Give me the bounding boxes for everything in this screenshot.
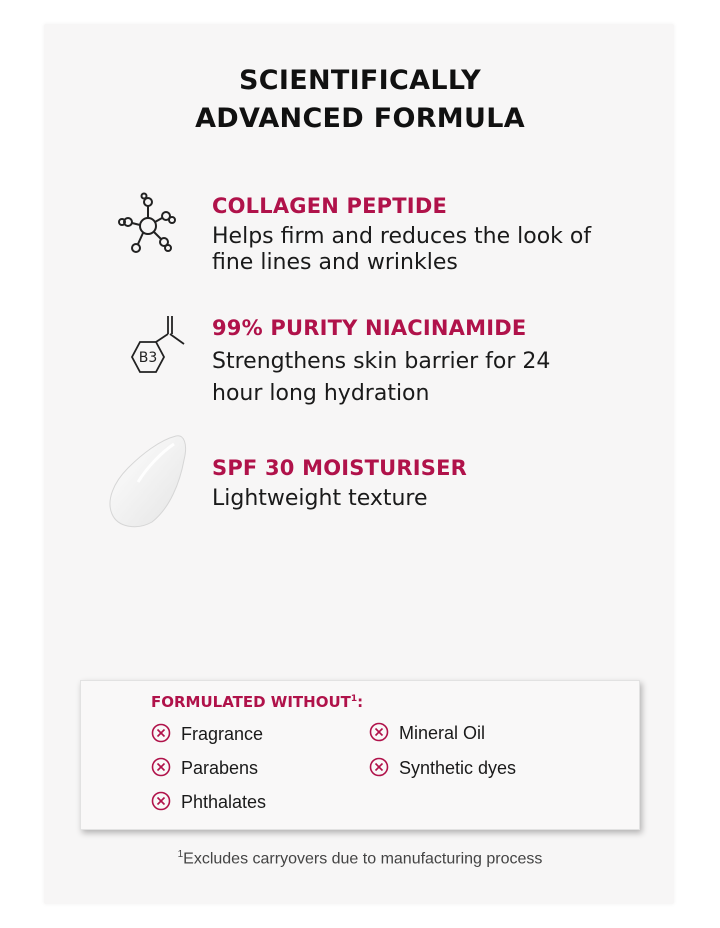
footnote [0, 849, 720, 868]
feature-title: SPF 30 MOISTURISER [212, 456, 467, 480]
feature-description-line-1: Helps firm and reduces the look of [212, 224, 592, 249]
feature-description [212, 224, 632, 276]
headline-line-1: SCIENTIFICALLY [239, 65, 481, 96]
footnote-marker: 1 [350, 694, 358, 704]
formulated-without-heading [151, 693, 363, 711]
excluded-item-label: Mineral Oil [399, 723, 486, 743]
feature-title: 99% PURITY NIACINAMIDE [212, 316, 527, 340]
crossed-circle-icon [151, 791, 171, 811]
feature-description-line-1: Strengthens skin barrier for 24 [212, 349, 551, 374]
icon-label: B3 [138, 350, 158, 366]
excluded-item-label: Fragrance [181, 724, 264, 744]
feature-description-line-2: fine lines and wrinkles [212, 250, 458, 275]
crossed-circle-icon [369, 722, 389, 742]
crossed-circle-icon [151, 757, 171, 777]
excluded-item-label: Phthalates [181, 792, 267, 812]
footnote-marker: 1 [177, 849, 184, 860]
feature-description [212, 346, 632, 410]
crossed-circle-icon [369, 757, 389, 777]
feature-description-line-2: hour long hydration [212, 381, 430, 406]
feature-description-line-1: Lightweight texture [212, 486, 428, 511]
cream-swatch-icon [104, 430, 190, 530]
crossed-circle-icon [151, 723, 171, 743]
formulated-without-box [80, 680, 640, 830]
feature-description [212, 486, 632, 512]
excluded-item-label: Synthetic dyes [399, 758, 517, 778]
b3-structure-icon [118, 312, 190, 380]
footnote-text: Excludes carryovers due to manufacturing process [183, 850, 543, 868]
headline-line-2: ADVANCED FORMULA [195, 103, 525, 134]
formulated-without-heading-text: FORMULATED WITHOUT [151, 693, 351, 711]
page-headline [0, 62, 720, 138]
heading-colon: : [357, 693, 364, 711]
excluded-item-label: Parabens [181, 758, 259, 778]
molecule-icon [114, 192, 180, 258]
feature-title: COLLAGEN PEPTIDE [212, 194, 447, 218]
